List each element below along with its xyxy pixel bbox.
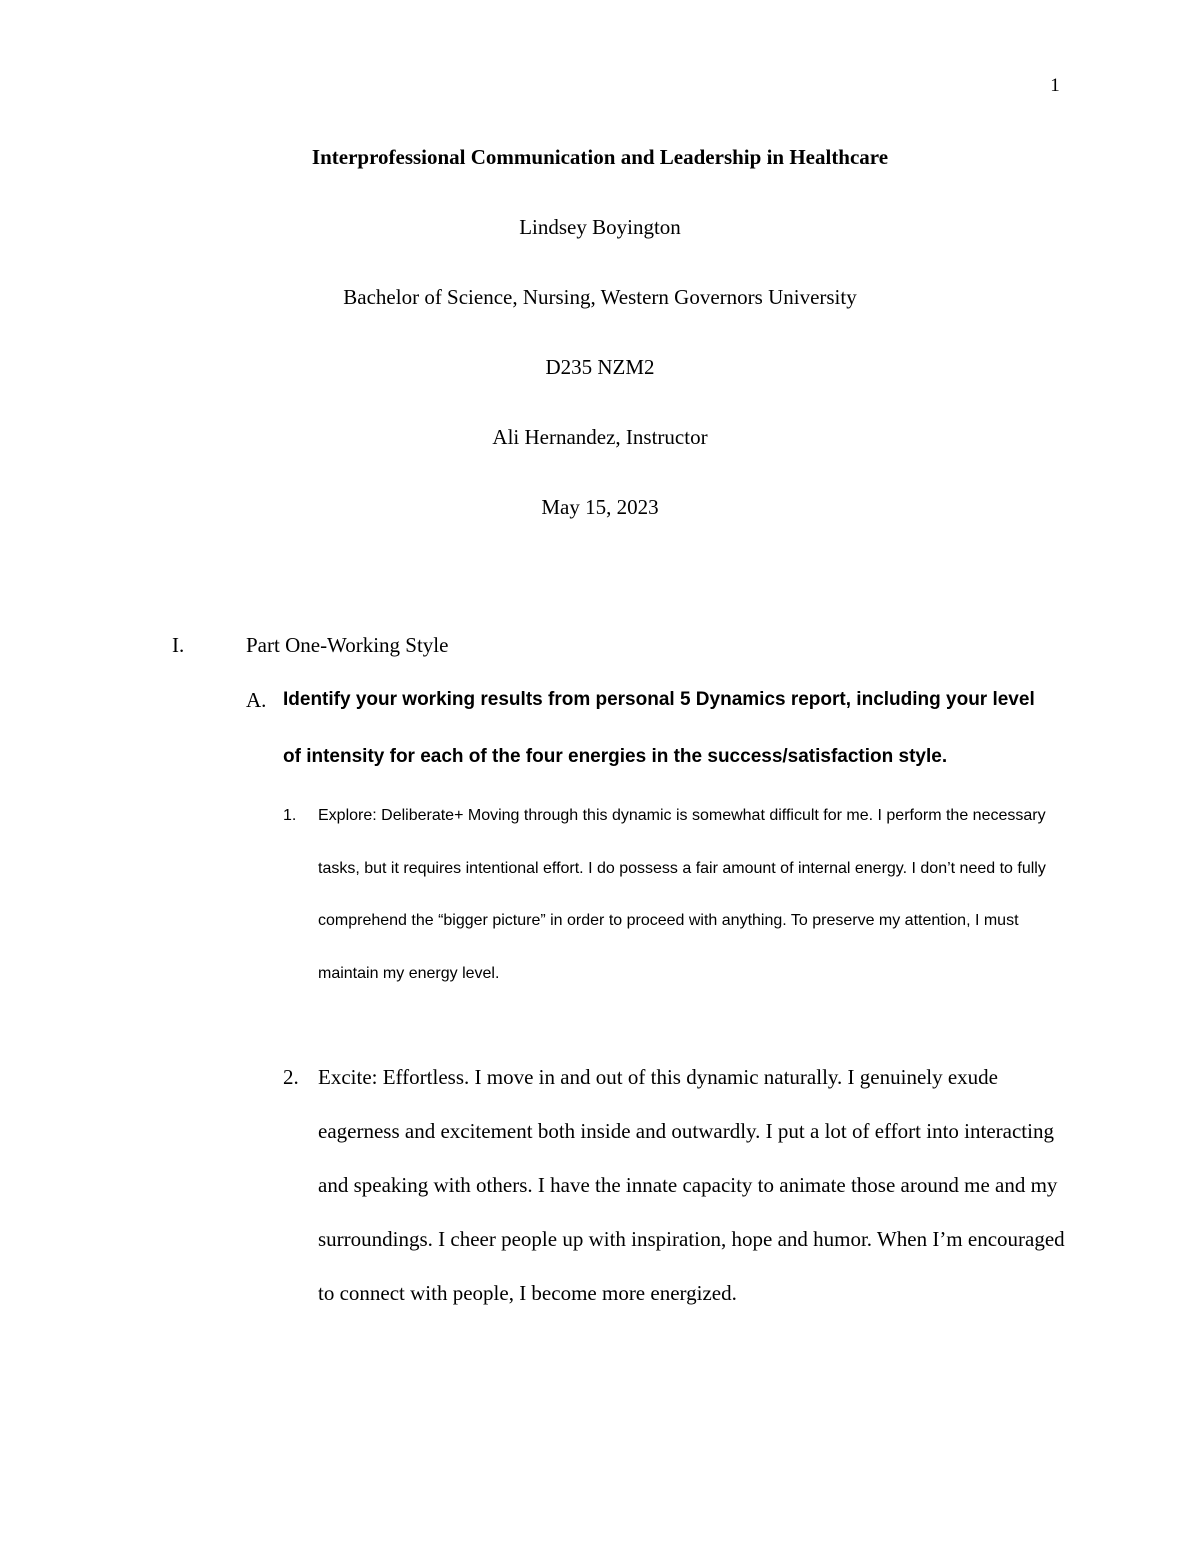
subsection-heading xyxy=(246,683,1046,785)
program-affiliation: Bachelor of Science, Nursing, Western Governors University xyxy=(343,285,857,309)
section-number: I. xyxy=(172,633,185,657)
subsection-letter: A. xyxy=(246,688,267,712)
list-item-number: 2. xyxy=(283,1065,299,1089)
instructor-name: Ali Hernandez, Instructor xyxy=(492,425,708,449)
list-item-number: 1. xyxy=(283,807,297,824)
title-block xyxy=(150,140,1050,560)
author-name: Lindsey Boyington xyxy=(519,215,681,239)
section-title: Part One-Working Style xyxy=(246,633,449,657)
course-code: D235 NZM2 xyxy=(545,355,655,379)
page-number: 1 xyxy=(1050,75,1060,96)
subsection-text: Identify your working results from personal 5 Dynamics report, including your level of intensity for each of the four energies in the success/satisfaction style. xyxy=(283,689,1035,767)
list-item xyxy=(283,798,1073,1000)
document-date: May 15, 2023 xyxy=(541,495,659,519)
list-item-text: Explore: Deliberate+ Moving through this dynamic is somewhat difficult for me. I perform the necessary tasks, but it requires intentional effort. I do possess a fair amount of internal energy. I don’t need to fully comprehend the “bigger picture” in order to proceed with anything. To preserve my attention, I must maintain my energy level. xyxy=(318,807,1046,982)
list-item-text: Excite: Effortless. I move in and out of this dynamic naturally. I genuinely exude eagerness and excitement both inside and outwardly. I put a lot of effort into interacting and speaking with others. I have the innate capacity to animate those around me and my surroundings. I cheer people up with inspiration, hope and humor. When I’m encouraged to connect with people, I become more energized. xyxy=(318,1065,1065,1305)
list-item xyxy=(283,1060,1073,1320)
document-title: Interprofessional Communication and Leadership in Healthcare xyxy=(311,145,889,169)
